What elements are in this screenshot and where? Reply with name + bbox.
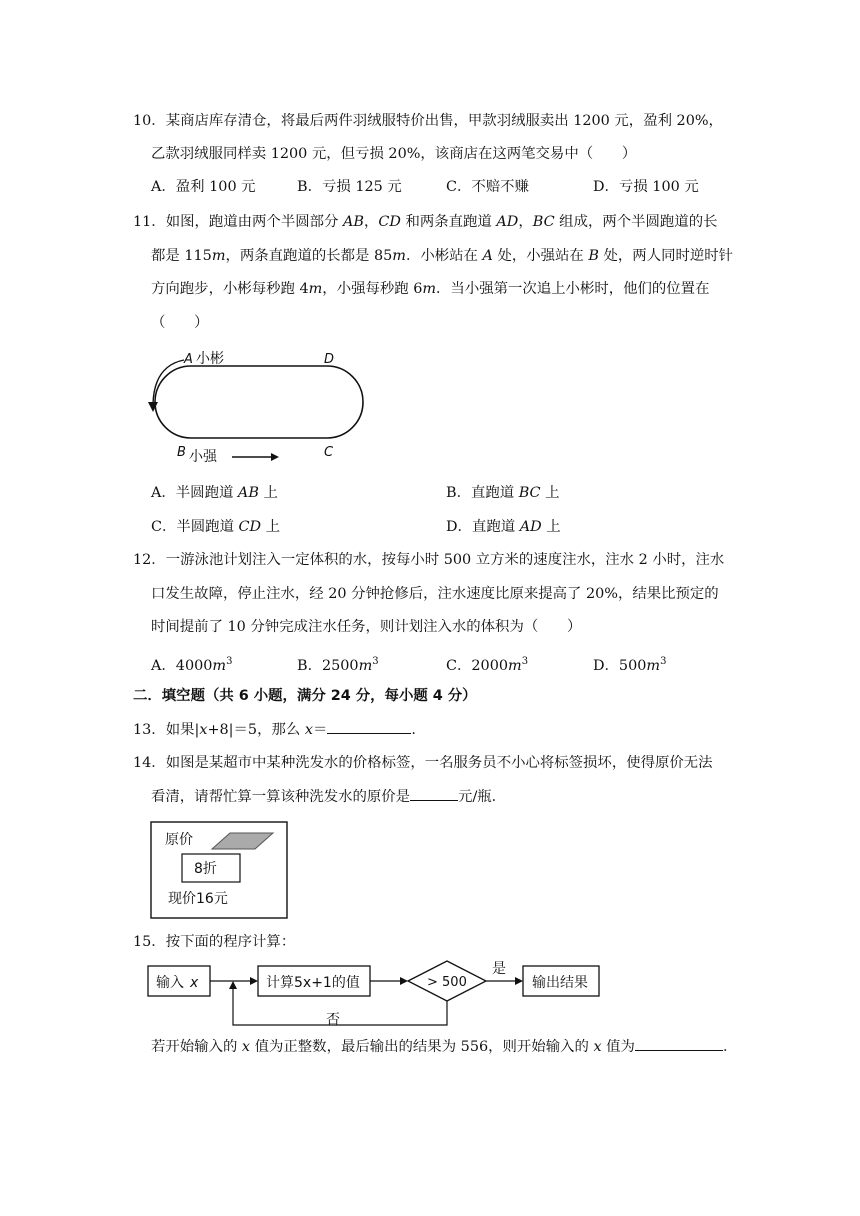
q12-line-1: 12．一游泳池计划注入一定体积的水，按每小时 500 立方米的速度注水，注水 2 小时，注水 — [133, 552, 725, 568]
arrow-head-right-icon — [515, 977, 523, 985]
current-price-label: 现价16元 — [168, 891, 228, 907]
q12-option-d[interactable]: D．$500m^3$ — [593, 656, 667, 674]
q10-option-b[interactable]: B．亏损 125 元 — [297, 179, 402, 195]
question-13: 13．如果|x+8|＝5，那么 x＝ ． — [133, 719, 426, 740]
q12-option-b[interactable]: B．$2500m^3$ — [297, 656, 379, 674]
flowchart — [146, 958, 606, 1030]
arrow-head-right-icon — [250, 977, 258, 985]
q11-line-3: 方向跑步，小彬每秒跑 4m，小强每秒跑 6m．当小强第一次追上小彬时，他们的位置在 — [151, 281, 710, 297]
compute-label: 计算5x+1的值 — [266, 975, 360, 991]
original-price-label: 原价 — [165, 832, 193, 848]
q11-option-a[interactable]: A．半圆跑道 AB 上 — [151, 485, 278, 501]
condition-label: > 500 — [427, 975, 467, 990]
arrow-head-up-icon — [229, 981, 237, 989]
label-d: D — [324, 352, 335, 367]
q10-option-d[interactable]: D．亏损 100 元 — [593, 179, 699, 195]
q11-option-b[interactable]: B．直跑道 BC 上 — [446, 485, 560, 501]
track-figure — [140, 346, 380, 471]
answer-blank-14[interactable] — [410, 786, 458, 801]
q10-line-1: 10．某商店库存清仓，将最后两件羽绒服特价出售，甲款羽绒服卖出 1200 元，盈利 20%， — [133, 113, 723, 129]
yes-label: 是 — [492, 961, 506, 977]
q12-line-3: 时间提前了 10 分钟完成注水任务，则计划注入水的体积为（ ） — [151, 619, 582, 635]
q10-line-2: 乙款羽绒服同样卖 1200 元，但亏损 20%，该商店在这两笔交易中（ ） — [151, 146, 637, 162]
answer-blank-15[interactable] — [635, 1036, 723, 1051]
price-tag-figure — [150, 821, 290, 921]
q15-line-2: 若开始输入的 x 值为正整数，最后输出的结果为 556，则开始输入的 x 值为 ． — [151, 1036, 737, 1057]
track-outline — [155, 366, 363, 438]
input-variable: x — [190, 975, 199, 991]
q11-option-d[interactable]: D．直跑道 AD 上 — [446, 519, 561, 535]
q11-line-4: （ ） — [151, 315, 209, 331]
section-2-heading: 二．填空题（共 6 小题，满分 24 分，每小题 4 分） — [133, 688, 477, 704]
label-a-name: 小彬 — [196, 351, 224, 367]
q11-option-c[interactable]: C．半圆跑道 CD 上 — [151, 519, 281, 535]
q10-option-c[interactable]: C．不赔不赚 — [446, 179, 529, 195]
label-b-letter: B — [177, 445, 186, 460]
q11-line-1: 11．如图，跑道由两个半圆部分 AB，CD 和两条直跑道 AD，BC 组成，两个半圆跑道的长 — [133, 214, 718, 230]
counterclockwise-arrow — [153, 360, 184, 404]
q12-option-a[interactable]: A．$4000m^3$ — [151, 656, 233, 674]
label-b-name: 小强 — [189, 449, 217, 465]
q12-option-c[interactable]: C．$2000m^3$ — [446, 656, 529, 674]
q14-line-1: 14．如图是某超市中某种洗发水的价格标签，一名服务员不小心将标签损坏，使得原价无法 — [133, 755, 713, 771]
answer-blank-13[interactable] — [327, 719, 411, 734]
no-label: 否 — [326, 1012, 340, 1028]
output-label: 输出结果 — [532, 975, 588, 991]
arrow-head-right-icon — [271, 453, 279, 461]
q15-line-1: 15．按下面的程序计算： — [133, 934, 296, 950]
label-a-letter: A — [184, 352, 193, 367]
input-label: 输入 — [156, 975, 184, 991]
label-c: C — [324, 445, 334, 460]
q11-line-2: 都是 115m，两条直跑道的长都是 85m．小彬站在 A 处，小强站在 B 处，两人同时逆时针 — [151, 248, 734, 264]
q12-line-2: 口发生故障，停止注水，经 20 分钟抢修后，注水速度比原来提高了 20%，结果比预定的 — [151, 586, 719, 602]
q14-line-2: 看清，请帮忙算一算该种洗发水的原价是 元/瓶． — [151, 786, 506, 807]
q10-option-a[interactable]: A．盈利 100 元 — [151, 179, 256, 195]
discount-label: 8折 — [194, 861, 217, 877]
